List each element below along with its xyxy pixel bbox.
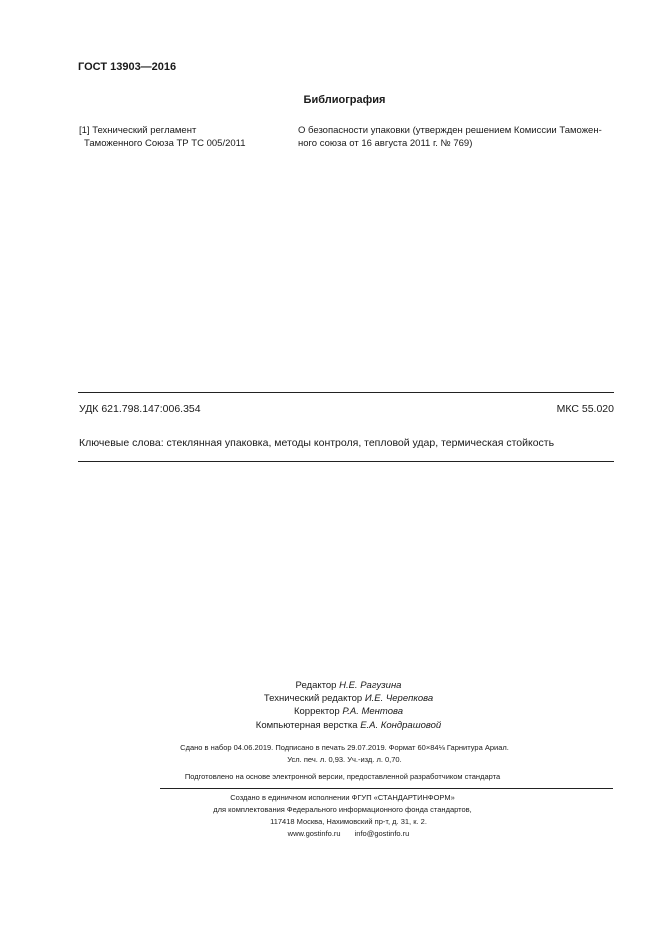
- print-info: [0, 742, 661, 766]
- credit-name: И.Е. Черепкова: [364, 693, 434, 705]
- credit-role: Редактор: [295, 680, 337, 691]
- credits-block: [0, 679, 661, 732]
- prepared-note: [0, 772, 661, 781]
- udk-code: УДК 621.798.147:006.354: [79, 403, 201, 415]
- credit-role: Компьютерная верстка: [255, 719, 358, 731]
- website-link[interactable]: www.gostinfo.ru: [287, 829, 341, 838]
- print-info-line-2: Усл. печ. л. 0,93. Уч.-изд. л. 0,70.: [287, 755, 402, 764]
- publisher-line-1: Создано в единичном исполнении ФГУП «СТАНДАРТИНФОРМ»: [230, 793, 455, 802]
- credit-name: Н.Е. Рагузина: [339, 680, 402, 691]
- publisher-divider: [160, 788, 613, 789]
- credit-name: Р.А. Ментова: [342, 706, 404, 718]
- keywords-line: Ключевые слова: стеклянная упаковка, методы контроля, тепловой удар, термическая стойкость: [79, 437, 555, 449]
- email-link[interactable]: info@gostinfo.ru: [354, 829, 410, 838]
- credit-name: Е.А. Кондрашовой: [360, 719, 442, 731]
- credit-role: Корректор: [293, 706, 340, 718]
- credit-role: Технический редактор: [263, 693, 363, 705]
- publisher-line-2: для комплектования Федерального информационного фонда стандартов,: [213, 805, 472, 814]
- publisher-block: [0, 792, 661, 816]
- keywords-divider: [78, 461, 614, 462]
- credit-layout: [18, 719, 661, 732]
- reference-line-2: Таможенного Союза ТР ТС 005/2011: [84, 138, 246, 149]
- prepared-note-text: Подготовлено на основе электронной версии, предоставленной разработчиком стандарта: [184, 772, 501, 781]
- document-id: ГОСТ 13903—2016: [78, 61, 177, 73]
- credit-corrector: [18, 705, 661, 718]
- top-divider: [78, 392, 614, 393]
- credit-tech-editor: [18, 692, 661, 705]
- publisher-web-contacts: [18, 828, 661, 840]
- mks-code: МКС 55.020: [556, 403, 614, 415]
- print-info-line-1: Сдано в набор 04.06.2019. Подписано в печать 29.07.2019. Формат 60×84⅛ Гарнитура Ариал.: [180, 743, 509, 752]
- publisher-address: 117418 Москва, Нахимовский пр-т, д. 31, к. 2.: [270, 817, 427, 826]
- bibliography-reference: [79, 124, 246, 150]
- bibliography-title: Библиография: [303, 94, 386, 106]
- description-line-2: ного союза от 16 августа 2011 г. № 769): [298, 138, 473, 149]
- credit-editor: [18, 679, 661, 692]
- bibliography-description: [298, 124, 618, 150]
- bibliography-heading: [0, 94, 661, 106]
- description-line-1: О безопасности упаковки (утвержден решением Комиссии Таможен-: [298, 125, 602, 136]
- contacts-block: [0, 816, 661, 840]
- reference-line-1: [1] Технический регламент: [79, 125, 197, 136]
